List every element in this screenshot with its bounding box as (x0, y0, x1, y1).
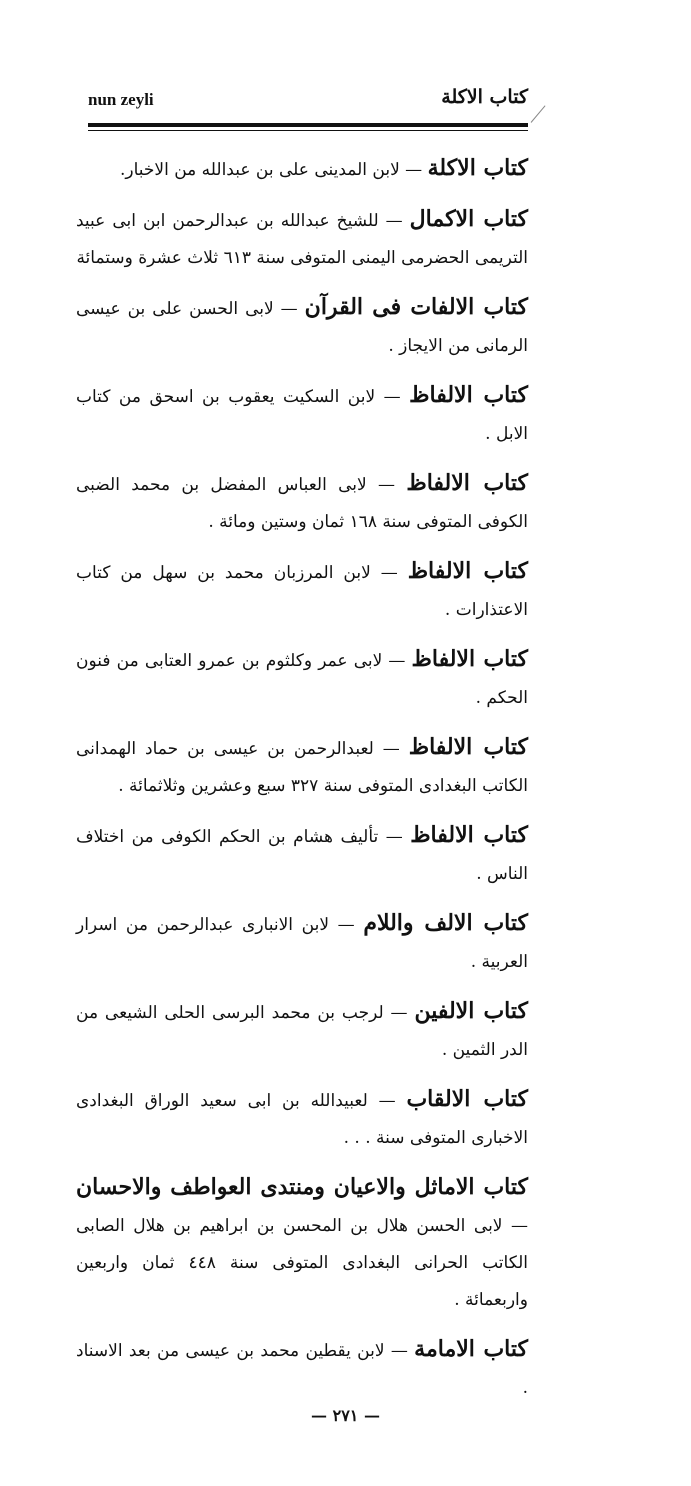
entry-title: كتاب الامامة (414, 1336, 529, 1362)
entry-body: — لابى الحسن على بن عيسى الرمانى من الايجاز . (76, 299, 528, 356)
entry-body: — لعبدالرحمن بن عيسى بن حماد الهمدانى الكاتب البغدادى المتوفى سنة ٣٢٧ سبع وعشرين وثلاثمائة . (76, 739, 528, 796)
entry-body: — لابن السكيت يعقوب بن اسحق من كتاب الابل . (76, 387, 528, 444)
entry (76, 201, 528, 277)
entry (76, 1081, 528, 1157)
entry-title: كتاب الالفاظ (407, 558, 528, 584)
header-rule-thin (88, 130, 528, 131)
entry-body: — لابن يقطين محمد بن عيسى من بعد الاسناد . (76, 1341, 528, 1398)
entry (76, 1169, 528, 1319)
entry-body: — لابى عمر وكلثوم بن عمرو العتابى من فنون الحكم . (76, 651, 528, 708)
entry-title: كتاب الالفاظ (409, 382, 528, 408)
entry-title: كتاب الالفاظ (410, 822, 528, 848)
entries-list (76, 150, 528, 1419)
entry (76, 641, 528, 717)
entry-body: — لعبيدالله بن ابى سعيد الوراق البغدادى الاخبارى المتوفى سنة . . . (76, 1091, 528, 1148)
entry (76, 817, 528, 893)
entry-body: — لابى الحسن هلال بن المحسن بن ابراهيم بن هلال الصابى الكاتب الحرانى البغدادى المتوفى سنة ٤٤٨ ثمان واربعين واربعمائة . (76, 1216, 528, 1310)
entry (76, 553, 528, 629)
entry-body: — لابى العباس المفضل بن محمد الضبى الكوفى المتوفى سنة ١٦٨ ثمان وستين ومائة . (76, 475, 528, 532)
entry-body: — للشيخ عبدالله بن عبدالرحمن ابن ابى عبيد التريمى الحضرمى اليمنى المتوفى سنة ٦١٣ ثلاث عشرة وستمائة (76, 211, 528, 268)
header-right-text: كتاب الاكلة (441, 86, 528, 108)
header-rule-thick (88, 123, 528, 127)
entry (76, 289, 528, 365)
entry-title: كتاب الاكلة (427, 155, 528, 181)
entry-body: — تأليف هشام بن الحكم الكوفى من اختلاف الناس . (76, 827, 528, 884)
entry-body: — لرجب بن محمد البرسى الحلى الشيعى من الدر الثمين . (76, 1003, 528, 1060)
entry-title: كتاب الالفاظ (411, 646, 528, 672)
entry-body: — لابن الانبارى عبدالرحمن من اسرار العربية . (76, 915, 528, 972)
entry (76, 993, 528, 1069)
entry (76, 729, 528, 805)
entry-title: كتاب الالفاظ (408, 734, 528, 760)
entry-body: — لابن المدينى على بن عبدالله من الاخبار. (119, 160, 428, 180)
entry (76, 905, 528, 981)
page-number: — ٢٧١ — (311, 1406, 380, 1425)
entry-title: كتاب الالقاب (406, 1086, 528, 1112)
entry-title: كتاب الاكمال (409, 206, 528, 232)
corner-mark (531, 105, 546, 122)
entry-title: كتاب الالف واللام (363, 910, 528, 936)
header-left-text: nun zeyli (88, 90, 154, 109)
entry-title: كتاب الاماثل والاعيان ومنتدى العواطف والاحسان (76, 1174, 528, 1200)
running-header (88, 86, 528, 116)
entry (76, 150, 528, 189)
entry-title: كتاب الالفين (414, 998, 528, 1024)
entry-body: — لابن المرزبان محمد بن سهل من كتاب الاعتذارات . (76, 563, 528, 620)
entry (76, 1331, 528, 1407)
entry (76, 465, 528, 541)
entry-title: كتاب الالفات فى القرآن (304, 294, 528, 320)
entry-title: كتاب الالفاظ (406, 470, 528, 496)
entry (76, 377, 528, 453)
